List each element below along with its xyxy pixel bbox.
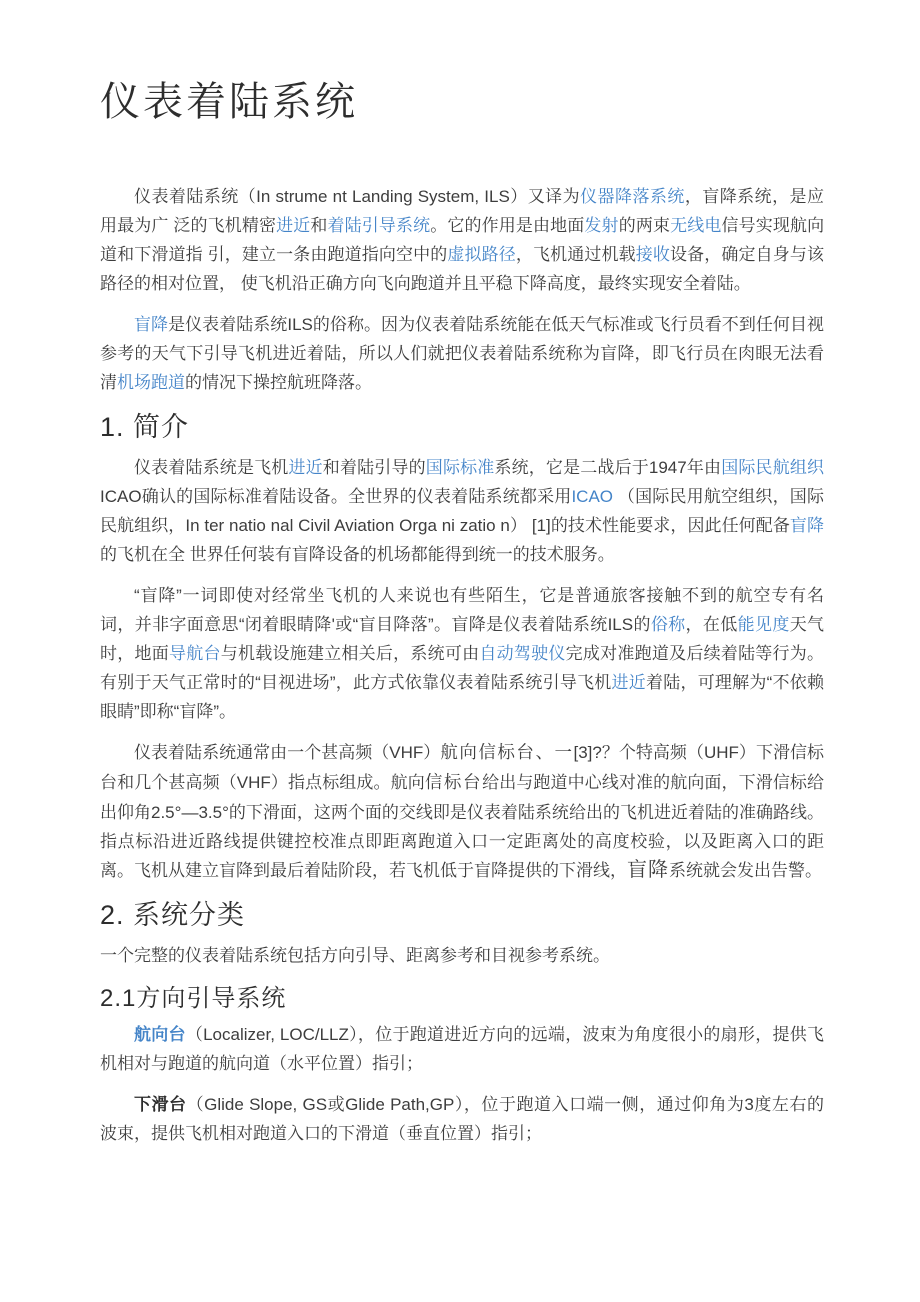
- text-run: （国际民用航空组织，国际民航组织，In ter natio nal Civil Aviation Orga ni zatio n） [1]的技术性能要求，因此任何配备: [100, 486, 824, 535]
- text-run: [3]?？个特高频（UHF）下滑信标台和几个甚高频（VHF）指点标组成。航向: [100, 742, 825, 792]
- paragraph: [100, 738, 824, 885]
- text-run: 的情况下操控航班降落。: [185, 373, 372, 392]
- text-run: ，在低: [685, 614, 738, 634]
- text-run: 仪表着陆系统（In strume nt Landing System, ILS）又译为: [134, 187, 581, 206]
- inline-link[interactable]: 盲降: [789, 515, 824, 535]
- text-run: （Localizer, LOC/LLZ），位于跑道进近方向的远端，波束为角度很小的扇形，提供飞机相对与跑道的航向道（水平位置）指引；: [100, 1024, 825, 1073]
- text-run: 给出与跑道中心线对准的航向面，下滑信标给出仰角2.5°—3.5°的下滑面，这两个面的交线即是仪表着陆系统给出的飞机进近着陆的准确路线。指点标沿进近路线提供键控校准点即距离跑道入口一定距离处的高度校验，以及距离入口的距离。飞机从建立盲降到最后着陆阶段，若飞机低于盲降提供的下滑线，: [100, 772, 825, 880]
- text-run: 完成对准跑道及后续着陆等行为。有别于天气正常时的“目视进场”，此方式依靠仪表着陆系统引导飞机: [100, 643, 825, 692]
- text-run: 和着陆引导的: [322, 457, 426, 477]
- text-run: 信标台: [424, 772, 483, 793]
- text-run: 着陆，可理解为“不依赖眼睛”即称“盲降”。: [100, 672, 824, 721]
- inline-link[interactable]: 虚拟路径: [447, 245, 516, 264]
- text-run: 2.1方向引导系统: [100, 984, 287, 1012]
- section-heading: [100, 411, 824, 445]
- paragraph: [100, 453, 824, 569]
- text-run: 一个完整的仪表着陆系统包括方向引导、距离参考和目视参考系统。: [100, 945, 610, 965]
- text-run: ICAO确认的国际标准着陆设备。全世界的仪表着陆系统都采用: [100, 486, 572, 506]
- text-run: 1. 简介: [100, 412, 190, 442]
- text-run: 系统，它是二战后于1947年由: [494, 457, 722, 477]
- text-run: 2. 系统分类: [100, 899, 246, 930]
- text-run: 盲降: [627, 858, 669, 881]
- text-run: 与机载设施建立相关后，系统可由: [220, 643, 480, 663]
- text-run: “盲降”一词即使对经常坐飞机的人来说也有些陌生，它是普通旅客接触不到的航空专有名词，并非字面意思“闭着眼睛降'或“盲目降落”。盲降是仪表着陆系统ILS的: [100, 585, 824, 634]
- inline-link[interactable]: 发射: [584, 216, 619, 235]
- inline-link[interactable]: 接收: [635, 245, 671, 264]
- text-run: 系统就会发出告警。: [669, 860, 822, 880]
- text-run: 的飞机在全 世界任何装有盲降设备的机场都能得到统一的技术服务。: [100, 544, 615, 564]
- inline-link[interactable]: 盲降: [134, 315, 169, 334]
- text-run: ，盲降系统，是应用最为广 泛的飞机精密: [100, 187, 824, 235]
- text-run: 是仪表着陆系统ILS的俗称。因为仪表着陆系统能在低天气标准或飞行员看不到任何目视参考的天气下引导飞机进近着陆，所以人们就把仪表着陆系统称为盲降，即飞行员在肉眼无法看清: [100, 315, 825, 392]
- text-run: 下滑台: [134, 1094, 187, 1114]
- page-title: 仪表着陆系统: [100, 80, 358, 124]
- text-run: 设备，确定自身与该路径的相对位置， 使飞机沿正确方向飞向跑道并且平稳下降高度，最终实现安全着陆。: [100, 245, 825, 293]
- document-body: [100, 182, 824, 1148]
- text-run: 的两束: [618, 216, 671, 235]
- inline-link[interactable]: ICAO: [571, 486, 614, 506]
- inline-link[interactable]: 能见度: [737, 614, 790, 634]
- text-run: 。它的作用是由地面: [430, 216, 585, 235]
- text-run: 和: [310, 216, 328, 235]
- text-run: 仪表着陆系统是飞机: [134, 457, 289, 477]
- inline-link[interactable]: 进近: [288, 457, 323, 477]
- paragraph: [100, 1090, 824, 1148]
- inline-link[interactable]: 进近: [276, 216, 311, 235]
- subsection-heading: [100, 984, 824, 1014]
- paragraph: [100, 1020, 824, 1078]
- text-run: 仪表着陆系统通常由一个甚高频（VHF）: [134, 742, 441, 762]
- text-run: ，飞机通过机载: [515, 245, 636, 264]
- inline-link[interactable]: 着陆引导系统: [327, 216, 431, 235]
- inline-link[interactable]: 自动驾驶仪: [479, 643, 566, 663]
- inline-link[interactable]: 进近: [611, 672, 646, 692]
- paragraph: [100, 310, 824, 397]
- inline-link[interactable]: 俗称: [650, 614, 686, 634]
- text-run: 信号实现航向道和下滑道指 引，建立一条由跑道指向空中的: [100, 216, 825, 264]
- inline-link[interactable]: 仪器降落系统: [580, 187, 685, 206]
- text-run: 天气时，地面: [100, 614, 825, 663]
- text-run: 航向信标台、一: [440, 742, 574, 763]
- inline-link[interactable]: 导航台: [168, 643, 221, 663]
- section-heading: [100, 899, 824, 933]
- text-run: （Glide Slope, GS或Glide Path,GP），位于跑道入口端一侧，通过仰角为3度左右的波束，提供飞机相对跑道入口的下滑道（垂直位置）指引；: [100, 1094, 824, 1143]
- inline-link[interactable]: 无线电: [670, 216, 722, 235]
- paragraph: [100, 941, 824, 970]
- paragraph: [100, 581, 824, 726]
- inline-link[interactable]: 国际标准: [425, 457, 495, 477]
- inline-link[interactable]: 机场跑道: [117, 373, 185, 392]
- inline-link[interactable]: 国际民航组织: [721, 457, 825, 477]
- paragraph: [100, 182, 824, 298]
- inline-link[interactable]: 航向台: [134, 1024, 186, 1044]
